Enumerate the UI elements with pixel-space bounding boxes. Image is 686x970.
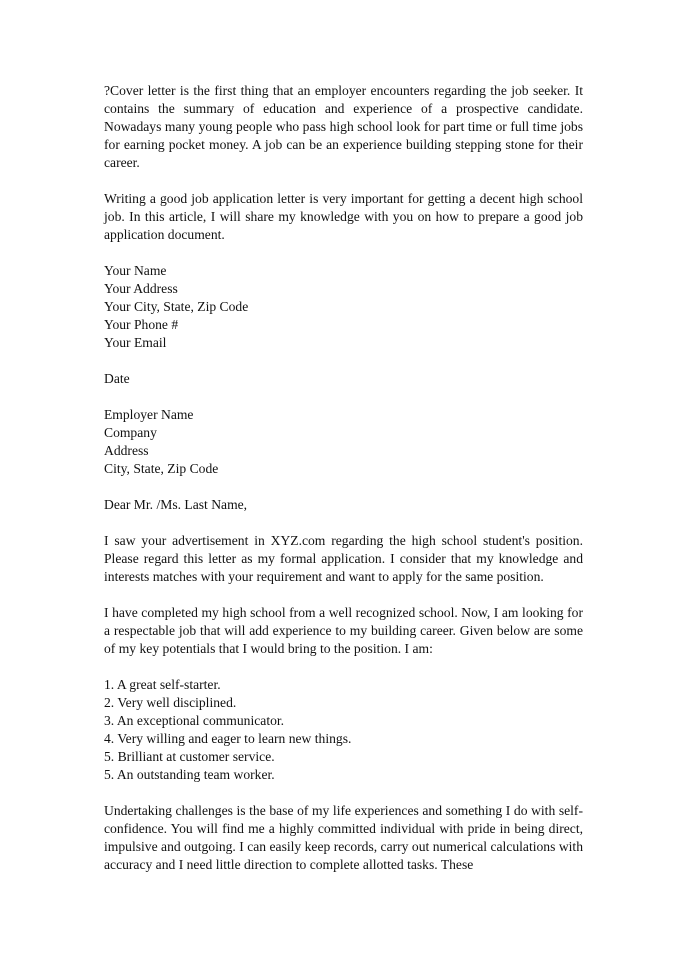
list-item: 4. Very willing and eager to learn new things. (104, 731, 352, 746)
date-block (104, 370, 583, 388)
sender-city-state-zip: Your City, State, Zip Code (104, 299, 249, 314)
employer-name: Employer Name (104, 407, 194, 422)
list-item: 2. Very well disciplined. (104, 695, 237, 710)
closing-paragraph: Undertaking challenges is the base of my life experiences and something I do with self-confidence. You will find me a highly committed individual with pride in being direct, impulsive and outgoing. I can easily keep records, carry out numerical calculations with accuracy and I need little direction to complete allotted tasks. These (104, 803, 583, 872)
intro-paragraph-1: ?Cover letter is the first thing that an employer encounters regarding the job seeker. It contains the summary of education and experience of a prospective candidate. Nowadays many young people who pass high school look for part time or full time jobs for earning pocket money. A job can be an experience building stepping stone for their career. (104, 83, 583, 170)
list-item: 3. An exceptional communicator. (104, 713, 285, 728)
salutation-block (104, 496, 583, 514)
company-name: Company (104, 425, 157, 440)
sender-address: Your Address (104, 281, 178, 296)
body-paragraph-1: I saw your advertisement in XYZ.com regarding the high school student's position. Please regard this letter as my formal application. I consider that my knowledge and interests matches with your requirement and want to apply for the same position. (104, 533, 583, 584)
sender-phone: Your Phone # (104, 317, 179, 332)
date-line: Date (104, 371, 130, 386)
salutation: Dear Mr. /Ms. Last Name, (104, 497, 248, 512)
company-address: Address (104, 443, 149, 458)
letter-content (104, 82, 583, 892)
body-paragraph-2: I have completed my high school from a well recognized school. Now, I am looking for a respectable job that will add experience to my building career. Given below are some of my key potentials that I would bring to the position. I am: (104, 605, 583, 656)
potentials-list (104, 676, 583, 784)
list-item: 1. A great self-starter. (104, 677, 221, 692)
list-item: 5. An outstanding team worker. (104, 767, 275, 782)
sender-name: Your Name (104, 263, 167, 278)
intro-paragraph-2: Writing a good job application letter is very important for getting a decent high school job. In this article, I will share my knowledge with you on how to prepare a good job application document. (104, 191, 583, 242)
list-item: 5. Brilliant at customer service. (104, 749, 275, 764)
company-city-state-zip: City, State, Zip Code (104, 461, 219, 476)
sender-email: Your Email (104, 335, 167, 350)
recipient-address-block (104, 406, 583, 478)
sender-address-block (104, 262, 583, 352)
